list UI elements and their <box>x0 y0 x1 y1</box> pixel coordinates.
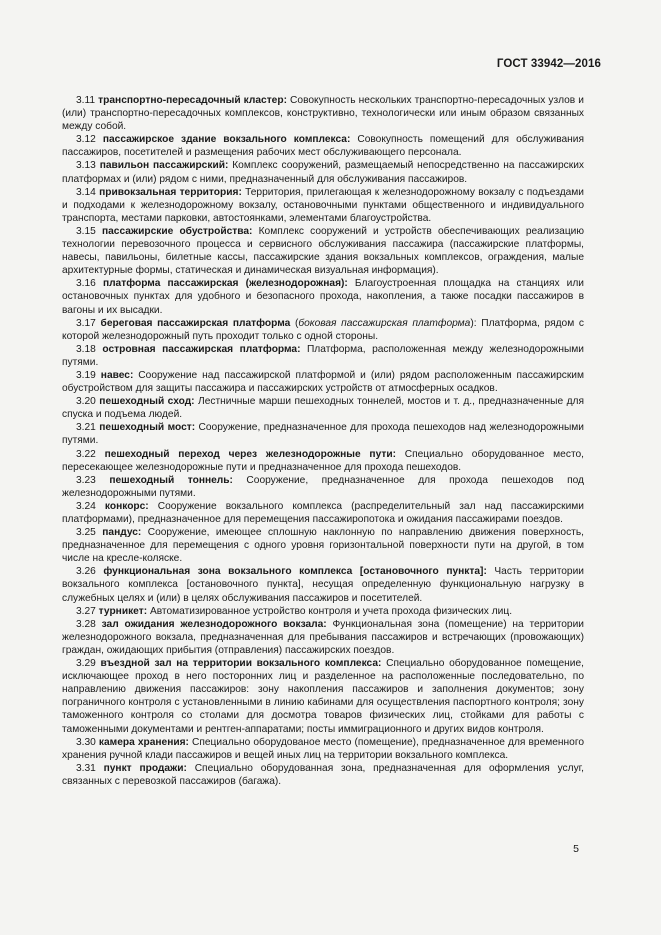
definition-entry <box>62 526 584 565</box>
entry-term: турникет: <box>98 605 148 617</box>
entry-definition: Сооружение, предназначенное для прохода пешеходов под железнодорожными путями. <box>62 474 584 499</box>
entry-number: 3.26 <box>76 566 96 578</box>
entry-term: пешеходный тоннель: <box>109 474 233 486</box>
entry-term: въездной зал на территории вокзального комплекса: <box>100 658 382 670</box>
definition-entry <box>62 618 584 657</box>
entry-term: привокзальная территория: <box>99 186 242 198</box>
page-number: 5 <box>573 843 579 855</box>
definition-entry <box>62 225 584 277</box>
definition-entry <box>62 133 584 159</box>
entry-definition: Территория, прилегающая к железнодорожному вокзалу с подъездами и подходами к железнодорожному вокзалу, остановочными пунктами общественного и индивидуального транспорта, местами парковки, автостоянками, элементами благоустройства. <box>62 186 584 224</box>
definition-entry <box>62 657 584 736</box>
entry-number: 3.31 <box>76 762 96 774</box>
entry-number: 3.16 <box>76 278 96 290</box>
entry-definition: Комплекс сооружений и устройств обеспечивающих реализацию технологии перевозочного процесса и сервисного обслуживания пассажира (пассажирские платформы, навесы, павильоны, билетные кассы, пассажирские здания вокзальных комплексов, ограждения, малые архитектурные формы, статическая и динамическая визуальная информация). <box>62 225 584 277</box>
entry-definition: Комплекс сооружений, размещаемый непосредственно на пассажирских платформах и (или) рядом с ними, предназначенный для обслуживания пассажиров. <box>62 160 584 185</box>
entry-number: 3.24 <box>76 500 96 512</box>
entry-number: 3.23 <box>76 474 96 486</box>
entry-definition: : Платформа, рядом с которой железнодорожный путь проходит только с одной стороны. <box>62 317 584 342</box>
entry-definition: Лестничные марши пешеходных тоннелей, мостов и т. д., предназначенные для спуска и подъема людей. <box>62 396 584 421</box>
definition-entry <box>62 500 584 526</box>
definition-entry <box>62 762 584 788</box>
entry-term: навес: <box>100 369 134 381</box>
definition-entry <box>62 565 584 604</box>
entry-number: 3.15 <box>76 225 96 237</box>
entry-definition: Сооружение вокзального комплекса (распределительный зал над пассажирскими платформами), предназначенное для перемещения пассажиропотока и ожидания пассажирами поездов. <box>62 500 584 525</box>
entry-definition: Автоматизированное устройство контроля и учета прохода физических лиц. <box>147 605 513 617</box>
entry-number: 3.19 <box>76 369 96 381</box>
entry-definition: Сооружение, имеющее сплошную наклонную по направлению движения поверхность, предназначенное для перемещения с одного уровня горизонтальной поверхности пути на другой, в том числе на кресле-коляске. <box>62 527 584 565</box>
entry-number: 3.13 <box>76 160 96 172</box>
entry-definition: Платформа, расположенная между железнодорожными путями. <box>62 343 584 368</box>
entry-term: береговая пассажирская платформа <box>100 317 291 329</box>
entry-number: 3.25 <box>76 527 96 539</box>
entry-term: пешеходный переход через железнодорожные пути: <box>104 448 397 460</box>
entry-definition: Совокупность нескольких транспортно-пересадочных узлов и (или) транспортно-пересадочных комплексов, конструктивно, технологически или иным образом связанных между собой. <box>62 95 584 133</box>
entry-term: островная пассажирская платформа: <box>102 343 301 355</box>
entry-definition: Функциональная зона (помещение) на территории железнодорожного вокзала, предназначенная для пребывания пассажиров и встречающих (провожающих) граждан, ожидающих прибытия (отправления) пассажирских поездов. <box>62 618 584 656</box>
definition-entry <box>62 474 584 500</box>
entry-alt-term: боковая пассажирская платформа <box>298 317 471 329</box>
entry-definition: Часть территории вокзального комплекса [остановочного пункта], несущая определенную функциональную нагрузку в служебных целях и (или) в целях обслуживания пассажиров и посетителей. <box>62 566 584 604</box>
entry-number: 3.12 <box>76 134 96 146</box>
definitions-list <box>62 94 584 788</box>
entry-term: камера хранения: <box>98 736 189 748</box>
definition-entry <box>62 159 584 185</box>
entry-term: транспортно-пересадочный кластер: <box>98 95 287 106</box>
entry-term: конкорс: <box>104 500 149 512</box>
entry-term: функциональная зона вокзального комплекса [остановочного пункта]: <box>103 566 487 578</box>
entry-term: пешеходный мост: <box>99 422 196 434</box>
entry-term: пункт продажи: <box>103 762 187 774</box>
definition-entry <box>62 448 584 474</box>
entry-term: пассажирские обустройства: <box>101 225 253 237</box>
definition-entry <box>62 421 584 447</box>
definition-entry <box>62 395 584 421</box>
definition-entry <box>62 186 584 225</box>
entry-number: 3.20 <box>76 396 96 408</box>
entry-number: 3.28 <box>76 618 96 630</box>
definition-entry <box>62 277 584 316</box>
entry-definition: Сооружение над пассажирской платформой и (или) рядом расположенным пассажирским обустройством для защиты пассажира и пассажирских устройств от атмосферных осадков. <box>62 369 584 395</box>
entry-term: зал ожидания железнодорожного вокзала: <box>101 618 327 630</box>
definition-entry: 3.17 береговая пассажирская платформа (боковая пассажирская платформа): Платформа, рядом с которой железнодорожный путь проходит только с одной стороны. <box>62 317 584 342</box>
entry-definition: Специально оборудованное место, пересекающее железнодорожные пути и предназначенное для прохода пешеходов. <box>62 448 584 473</box>
entry-term: пандус: <box>102 527 142 539</box>
entry-term: павильон пассажирский: <box>99 160 229 172</box>
entry-term: платформа пассажирская (железнодорожная): <box>102 278 348 290</box>
entry-number: 3.22 <box>76 448 96 460</box>
entry-definition: Совокупность помещений для обслуживания пассажиров, посетителей и размещения рабочих мест обслуживающего персонала. <box>62 134 585 159</box>
entry-number: 3.30 <box>76 736 96 748</box>
entry-number: 3.14 <box>76 186 96 198</box>
entry-number: 3.27 <box>76 605 96 617</box>
definition-entry <box>62 605 584 618</box>
definition-entry <box>62 736 584 762</box>
entry-definition: Специально оборудованое место (помещение), предназначенное для временного хранения ручной клади пассажиров и вещей иных лиц на территории вокзального комплекса. <box>62 736 584 761</box>
entry-definition: Благоустроенная площадка на станциях или остановочных пунктах для удобного и безопасного прохода, накопления, а также посадки пассажиров в вагоны и их высадки. <box>62 278 584 316</box>
entry-definition: Специально оборудованное помещение, исключающее проход в него посторонних лиц и разделенное на расположенные последовательно, по направлению движения пассажиров: зону накопления пассажиров и заполнения документов; зону пограничного контроля с установленными в линию кабинами для осуществления паспортного контроля; зону таможенного контроля со столами для досмотра товаров физических лиц, стойками для работы с таможенными документами и рентген-аппаратами; посты иммиграционного и других видов контроля. <box>62 658 584 735</box>
entry-term: пассажирское здание вокзального комплекса: <box>102 134 351 146</box>
entry-term: пешеходный сход: <box>99 396 195 408</box>
definition-entry <box>62 343 584 369</box>
entry-number: 3.29 <box>76 658 96 670</box>
entry-number: 3.21 <box>76 422 96 434</box>
entry-number: 3.18 <box>76 343 96 355</box>
entry-number: 3.11 <box>76 95 96 106</box>
entry-definition: Сооружение, предназначенное для прохода пешеходов над железнодорожными путями. <box>62 422 584 447</box>
entry-number: 3.17 <box>76 317 96 329</box>
definition-entry <box>62 94 584 133</box>
definition-entry <box>62 369 584 395</box>
entry-definition: Специально оборудованная зона, предназначенная для оформления услуг, связанных с перевозкой пассажиров (багажа). <box>62 762 584 787</box>
document-id-header: ГОСТ 33942—2016 <box>496 58 601 70</box>
